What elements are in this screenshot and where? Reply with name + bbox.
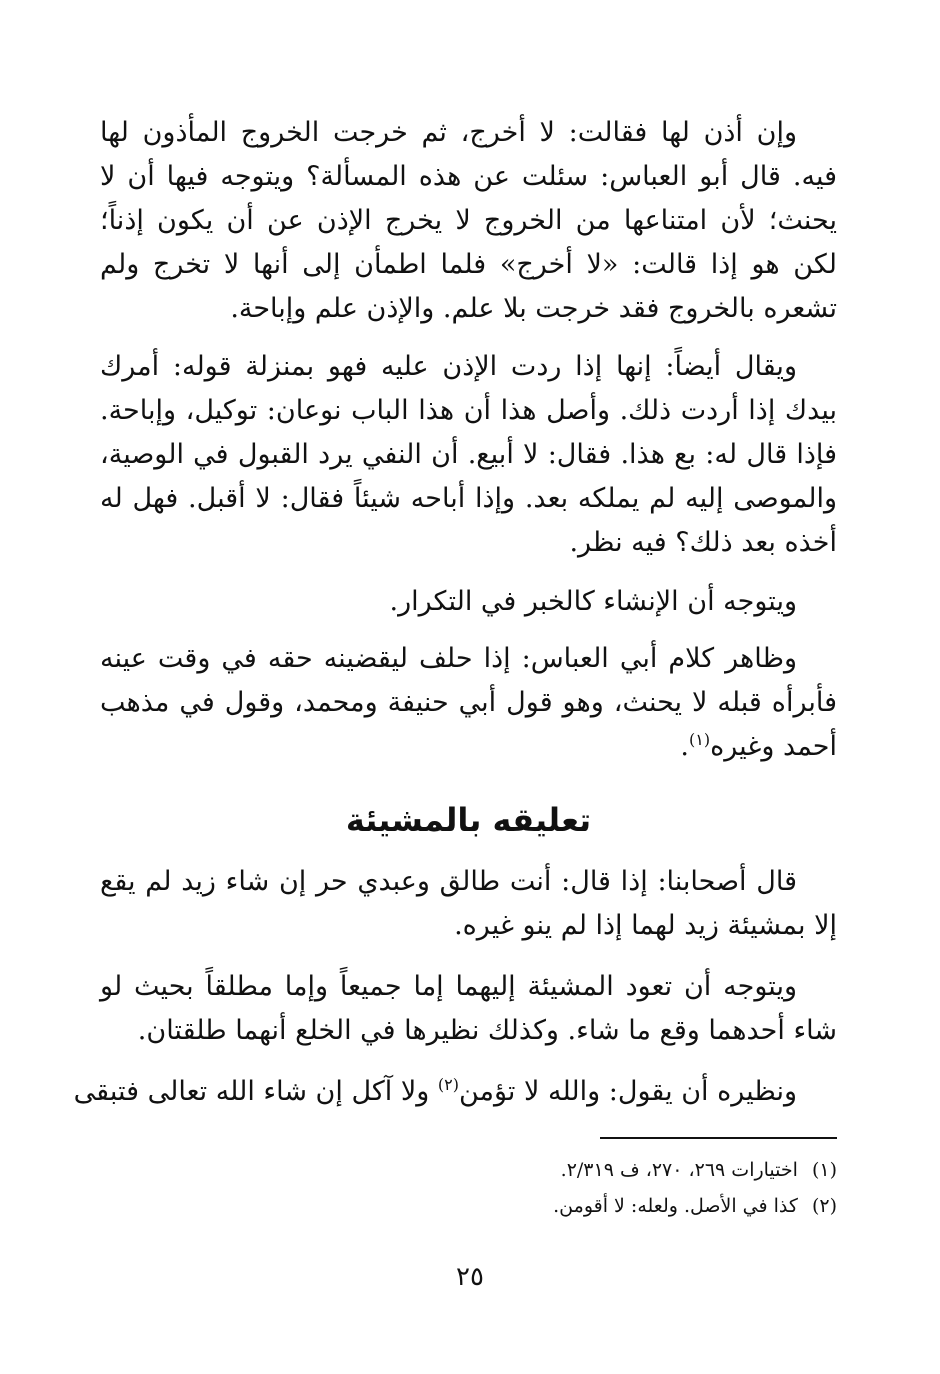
- footnote-1-text: اختيارات ٢٦٩، ٢٧٠، ف ٢/٣١٩.: [560, 1159, 798, 1181]
- paragraph-2-text: ويقال أيضاً: إنها إذا ردت الإذن عليه فهو بمنزلة قوله: أمرك بيدك إذا أردت ذلك. وأصل هذا أن هذا الباب نوعان: توكيل، وإباحة. فإذا قال له: بع هذا. فقال: لا أبيع. أن النفي يرد القبول في الوصية، والموصى إليه لم يملكه بعد. وإذا أباحه شيئاً فقال: لا أقبل. فهل له أخذه بعد ذلك؟ فيه نظر.: [100, 351, 837, 558]
- footnote-divider: [600, 1137, 837, 1139]
- paragraph-1: [100, 111, 837, 331]
- paragraph-3: [100, 580, 837, 624]
- footnotes: [100, 1152, 837, 1224]
- paragraph-7: [73, 1070, 837, 1114]
- paragraph-4-content: [100, 637, 837, 769]
- paragraph-7-start: ونظيره أن يقول: والله لا تؤمن: [458, 1076, 797, 1107]
- footnote-2: [100, 1188, 837, 1224]
- footnote-1: [100, 1152, 837, 1188]
- footnote-2-text: كذا في الأصل. ولعله: لا أقومن.: [553, 1195, 798, 1217]
- footnote-ref-1: (١): [689, 730, 711, 749]
- footnote-1-number: (١): [811, 1159, 837, 1181]
- paragraph-1-text: وإن أذن لها فقالت: لا أخرج، ثم خرجت الخروج المأذون لها فيه. قال أبو العباس: سئلت عن هذه المسألة؟ ويتوجه فيها أن لا يحنث؛ لأن امتناعها من الخروج لا يخرج الإذن عن أن يكون إذناً؛ لكن هو إذا قالت: «لا أخرج» فلما اطمأن إلى أنها لا تخرج ولم تشعره بالخروج فقد خرجت بلا علم. والإذن علم وإباحة.: [100, 117, 837, 324]
- paragraph-4: [100, 637, 837, 769]
- paragraph-7-content: [73, 1070, 837, 1114]
- paragraph-3-text: ويتوجه أن الإنشاء كالخبر في التكرار.: [389, 586, 797, 617]
- paragraph-6-text: ويتوجه أن تعود المشيئة إليهما إما جميعاً وإما مطلقاً بحيث لو شاء أحدهما وقع ما شاء. وكذلك نظيرها في الخلع أنهما طلقتان.: [100, 971, 837, 1046]
- paragraph-2: [100, 345, 837, 565]
- paragraph-4-text: وظاهر كلام أبي العباس: إذا حلف ليقضينه حقه في وقت عينه فأبرأه قبله لا يحنث، وهو قول أبي حنيفة ومحمد، وقول في مذهب أحمد وغيره: [100, 643, 837, 762]
- paragraph-7-end: ولا آكل إن شاء الله تعالى فتبقى: [73, 1076, 438, 1107]
- paragraph-6: [100, 965, 837, 1053]
- paragraph-4-end: .: [680, 731, 689, 762]
- paragraph-5: [100, 860, 837, 948]
- footnote-ref-2: (٢): [437, 1075, 459, 1094]
- page-number: ٢٥: [456, 1262, 484, 1292]
- footnote-2-number: (٢): [811, 1195, 837, 1217]
- paragraph-5-text: قال أصحابنا: إذا قال: أنت طالق وعبدي حر إن شاء زيد لم يقع إلا بمشيئة زيد لهما إذا لم ينو غيره.: [100, 866, 837, 941]
- section-heading: تعليقه بالمشيئة: [345, 801, 592, 839]
